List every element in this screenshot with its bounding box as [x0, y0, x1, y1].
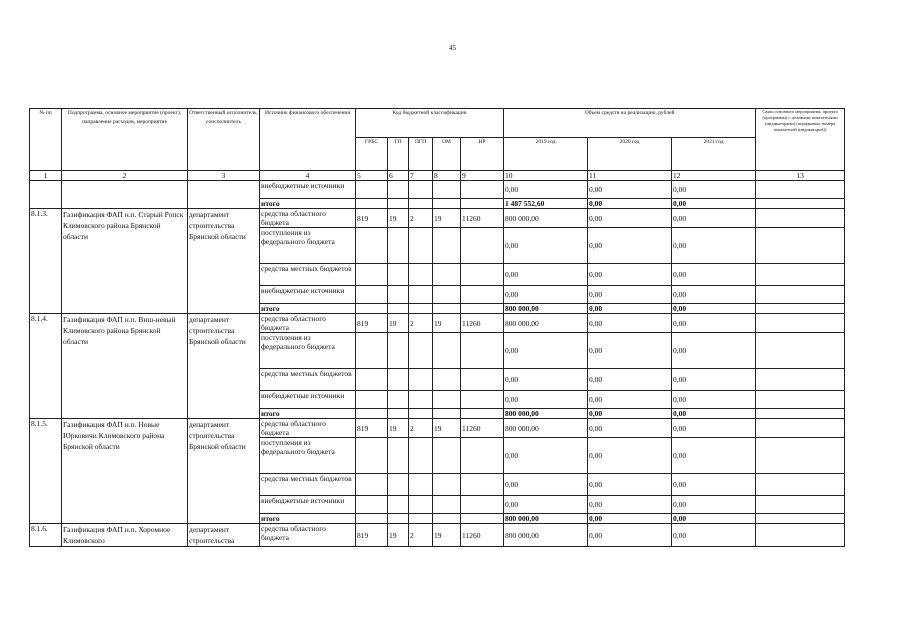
header-pgp: ПГП: [409, 138, 433, 171]
value-2019: 0,00: [504, 391, 588, 409]
header-2021: 2021 год: [672, 138, 756, 171]
grbs-cell: [356, 286, 388, 304]
value-2019: 800 000,00: [504, 419, 588, 438]
column-number-4: 4: [260, 171, 356, 181]
table-row: [30, 181, 845, 199]
link-cell: [756, 209, 845, 228]
value-2020: 0,00: [588, 496, 672, 514]
value-2020: 0,00: [588, 419, 672, 438]
source-cell: средства местных бюджетов: [260, 369, 356, 391]
section-name: Газификация ФАП н.п. Новые Юрковичи Климовского района Брянской области: [62, 419, 188, 524]
np-cell: [461, 474, 504, 496]
value-2020: 0,00: [588, 304, 672, 314]
grbs-cell: [356, 264, 388, 286]
header-responsible: Ответственный исполнитель, соисполнитель: [188, 109, 260, 171]
grbs-cell: [356, 333, 388, 369]
pgp-cell: [409, 438, 433, 474]
source-cell: средства местных бюджетов: [260, 264, 356, 286]
subprogram-cell: [62, 181, 188, 209]
value-2020: 0,00: [588, 264, 672, 286]
om-cell: [433, 228, 461, 264]
value-2021: 0,00: [672, 369, 756, 391]
section-number: 8.1.6.: [30, 524, 62, 547]
om-cell: [433, 496, 461, 514]
om-cell: [433, 514, 461, 524]
pgp-cell: 2: [409, 314, 433, 333]
column-number-10: 10: [504, 171, 588, 181]
table-row: [30, 419, 845, 438]
value-2020: 0,00: [588, 438, 672, 474]
np-cell: [461, 333, 504, 369]
om-cell: 19: [433, 419, 461, 438]
value-2021: 0,00: [672, 181, 756, 199]
value-2019: 0,00: [504, 369, 588, 391]
value-2021: 0,00: [672, 514, 756, 524]
pgp-cell: [409, 181, 433, 199]
value-2019: 800 000,00: [504, 514, 588, 524]
grbs-cell: 819: [356, 419, 388, 438]
pgp-cell: [409, 333, 433, 369]
header-grbs: ГРБС: [356, 138, 388, 171]
value-2019: 800 000,00: [504, 304, 588, 314]
om-cell: [433, 369, 461, 391]
gp-cell: [388, 496, 409, 514]
link-cell: [756, 314, 845, 333]
value-2019: 0,00: [504, 438, 588, 474]
table-row: [30, 314, 845, 333]
header-gp: ГП: [388, 138, 409, 171]
header-2019: 2019 год: [504, 138, 588, 171]
pgp-cell: [409, 228, 433, 264]
grbs-cell: [356, 369, 388, 391]
column-number-1: 1: [30, 171, 62, 181]
source-cell: итого: [260, 304, 356, 314]
value-2021: 0,00: [672, 264, 756, 286]
value-2019: 0,00: [504, 496, 588, 514]
gp-cell: [388, 514, 409, 524]
link-cell: [756, 391, 845, 409]
source-cell: поступления из федерального бюджета: [260, 333, 356, 369]
source-cell: внебюджетные источники: [260, 181, 356, 199]
value-2021: 0,00: [672, 199, 756, 209]
np-cell: [461, 228, 504, 264]
np-cell: 11260: [461, 209, 504, 228]
value-2019: 800 000,00: [504, 409, 588, 419]
np-cell: 11260: [461, 314, 504, 333]
np-cell: [461, 286, 504, 304]
np-cell: [461, 496, 504, 514]
value-2020: 0,00: [588, 286, 672, 304]
pgp-cell: 2: [409, 209, 433, 228]
link-cell: [756, 438, 845, 474]
pgp-cell: [409, 496, 433, 514]
gp-cell: [388, 333, 409, 369]
value-2021: 0,00: [672, 438, 756, 474]
value-2021: 0,00: [672, 333, 756, 369]
grbs-cell: [356, 474, 388, 496]
om-cell: [433, 304, 461, 314]
gp-cell: [388, 409, 409, 419]
value-2020: 0,00: [588, 199, 672, 209]
link-cell: [756, 514, 845, 524]
section-responsible: департамент строительства Брянской области: [188, 419, 260, 524]
value-2021: 0,00: [672, 286, 756, 304]
value-2021: 0,00: [672, 419, 756, 438]
section-number: 8.1.5.: [30, 419, 62, 524]
link-cell: [756, 199, 845, 209]
column-number-2: 2: [62, 171, 188, 181]
value-2019: 0,00: [504, 228, 588, 264]
section-number: 8.1.3.: [30, 209, 62, 314]
value-2020: 0,00: [588, 314, 672, 333]
value-2020: 0,00: [588, 181, 672, 199]
gp-cell: 19: [388, 524, 409, 547]
table-row: [30, 524, 845, 547]
grbs-cell: [356, 496, 388, 514]
om-cell: [433, 264, 461, 286]
grbs-cell: [356, 438, 388, 474]
source-cell: итого: [260, 199, 356, 209]
pgp-cell: [409, 304, 433, 314]
source-cell: средства местных бюджетов: [260, 474, 356, 496]
value-2019: 800 000,00: [504, 524, 588, 547]
section-responsible: департамент строительства: [188, 524, 260, 547]
header-volume: Объем средств на реализацию, рублей: [504, 109, 756, 138]
column-number-9: 9: [461, 171, 504, 181]
np-cell: [461, 304, 504, 314]
value-2019: 800 000,00: [504, 314, 588, 333]
section-name: Газификация ФАП н.п. Старый Ропск Климовского района Брянской области: [62, 209, 188, 314]
pgp-cell: [409, 286, 433, 304]
header-om: ОМ: [433, 138, 461, 171]
source-cell: средства областного бюджета: [260, 419, 356, 438]
pgp-cell: [409, 199, 433, 209]
gp-cell: [388, 438, 409, 474]
header-np: НР: [461, 138, 504, 171]
column-number-8: 8: [433, 171, 461, 181]
column-number-12: 12: [672, 171, 756, 181]
page-number: 45: [449, 44, 456, 52]
gp-cell: [388, 391, 409, 409]
value-2021: 0,00: [672, 314, 756, 333]
gp-cell: [388, 369, 409, 391]
num-cell: [30, 181, 62, 209]
link-cell: [756, 496, 845, 514]
responsible-cell: [188, 181, 260, 209]
pgp-cell: [409, 514, 433, 524]
link-cell: [756, 264, 845, 286]
pgp-cell: [409, 369, 433, 391]
om-cell: 19: [433, 209, 461, 228]
column-number-3: 3: [188, 171, 260, 181]
link-cell: [756, 333, 845, 369]
gp-cell: 19: [388, 209, 409, 228]
value-2021: 0,00: [672, 496, 756, 514]
gp-cell: [388, 304, 409, 314]
pgp-cell: [409, 391, 433, 409]
np-cell: [461, 369, 504, 391]
value-2020: 0,00: [588, 524, 672, 547]
om-cell: [433, 474, 461, 496]
value-2021: 0,00: [672, 391, 756, 409]
np-cell: [461, 409, 504, 419]
np-cell: [461, 264, 504, 286]
om-cell: 19: [433, 314, 461, 333]
np-cell: [461, 391, 504, 409]
source-cell: итого: [260, 514, 356, 524]
value-2021: 0,00: [672, 228, 756, 264]
source-cell: итого: [260, 409, 356, 419]
value-2019: 0,00: [504, 181, 588, 199]
table-row: [30, 209, 845, 228]
value-2019: 0,00: [504, 264, 588, 286]
value-2020: 0,00: [588, 514, 672, 524]
link-cell: [756, 181, 845, 199]
grbs-cell: [356, 409, 388, 419]
value-2020: 0,00: [588, 474, 672, 496]
source-cell: средства областного бюджета: [260, 314, 356, 333]
grbs-cell: [356, 199, 388, 209]
value-2020: 0,00: [588, 209, 672, 228]
column-number-6: 6: [388, 171, 409, 181]
link-cell: [756, 409, 845, 419]
header-budget-code: Код бюджетной классификации: [356, 109, 504, 138]
om-cell: [433, 391, 461, 409]
np-cell: 11260: [461, 524, 504, 547]
link-cell: [756, 474, 845, 496]
gp-cell: [388, 199, 409, 209]
section-name: Газификация ФАП н.п. Хоромное Климовского: [62, 524, 188, 547]
value-2020: 0,00: [588, 228, 672, 264]
gp-cell: 19: [388, 419, 409, 438]
section-name: Газификация ФАП н.п. Виш-невый Климовского района Брянской области: [62, 314, 188, 419]
om-cell: [433, 286, 461, 304]
header-link: Связь основного мероприятия, проекта (программы) с целевыми показателями (индикаторами) (порядковые номера показателей (индикаторов)): [756, 109, 845, 171]
source-cell: средства областного бюджета: [260, 209, 356, 228]
om-cell: [433, 438, 461, 474]
section-responsible: департамент строительства Брянской области: [188, 314, 260, 419]
value-2020: 0,00: [588, 333, 672, 369]
np-cell: [461, 514, 504, 524]
om-cell: [433, 409, 461, 419]
column-number-5: 5: [356, 171, 388, 181]
np-cell: 11260: [461, 419, 504, 438]
grbs-cell: 819: [356, 524, 388, 547]
source-cell: поступления из федерального бюджета: [260, 228, 356, 264]
value-2021: 0,00: [672, 304, 756, 314]
gp-cell: 19: [388, 314, 409, 333]
pgp-cell: [409, 474, 433, 496]
om-cell: [433, 333, 461, 369]
header-subprogram: Подпрограмма, основное мероприятие (проект), направление расходов, мероприятие: [62, 109, 188, 171]
grbs-cell: 819: [356, 314, 388, 333]
source-cell: внебюджетные источники: [260, 496, 356, 514]
link-cell: [756, 304, 845, 314]
grbs-cell: [356, 304, 388, 314]
pgp-cell: [409, 264, 433, 286]
gp-cell: [388, 474, 409, 496]
value-2021: 0,00: [672, 524, 756, 547]
grbs-cell: 819: [356, 209, 388, 228]
grbs-cell: [356, 181, 388, 199]
value-2019: 0,00: [504, 286, 588, 304]
om-cell: 19: [433, 524, 461, 547]
pgp-cell: 2: [409, 524, 433, 547]
value-2020: 0,00: [588, 409, 672, 419]
np-cell: [461, 199, 504, 209]
value-2021: 0,00: [672, 409, 756, 419]
link-cell: [756, 286, 845, 304]
value-2019: 800 000,00: [504, 209, 588, 228]
link-cell: [756, 419, 845, 438]
pgp-cell: [409, 409, 433, 419]
np-cell: [461, 438, 504, 474]
value-2020: 0,00: [588, 391, 672, 409]
link-cell: [756, 369, 845, 391]
header-2020: 2020 год: [588, 138, 672, 171]
header-num: № пп: [30, 109, 62, 171]
link-cell: [756, 524, 845, 547]
grbs-cell: [356, 391, 388, 409]
column-number-7: 7: [409, 171, 433, 181]
np-cell: [461, 181, 504, 199]
value-2019: 1 487 552,60: [504, 199, 588, 209]
om-cell: [433, 199, 461, 209]
grbs-cell: [356, 514, 388, 524]
column-number-row: [30, 171, 845, 181]
gp-cell: [388, 228, 409, 264]
source-cell: поступления из федерального бюджета: [260, 438, 356, 474]
value-2020: 0,00: [588, 369, 672, 391]
value-2019: 0,00: [504, 474, 588, 496]
column-number-11: 11: [588, 171, 672, 181]
grbs-cell: [356, 228, 388, 264]
section-number: 8.1.4.: [30, 314, 62, 419]
value-2019: 0,00: [504, 333, 588, 369]
section-responsible: департамент строительства Брянской области: [188, 209, 260, 314]
pgp-cell: 2: [409, 419, 433, 438]
source-cell: внебюджетные источники: [260, 286, 356, 304]
budget-table: [29, 108, 845, 547]
gp-cell: [388, 181, 409, 199]
gp-cell: [388, 264, 409, 286]
gp-cell: [388, 286, 409, 304]
source-cell: внебюджетные источники: [260, 391, 356, 409]
om-cell: [433, 181, 461, 199]
source-cell: средства областного бюджета: [260, 524, 356, 547]
header-source: Источник финансового обеспечения: [260, 109, 356, 171]
value-2021: 0,00: [672, 474, 756, 496]
value-2021: 0,00: [672, 209, 756, 228]
column-number-13: 13: [756, 171, 845, 181]
link-cell: [756, 228, 845, 264]
